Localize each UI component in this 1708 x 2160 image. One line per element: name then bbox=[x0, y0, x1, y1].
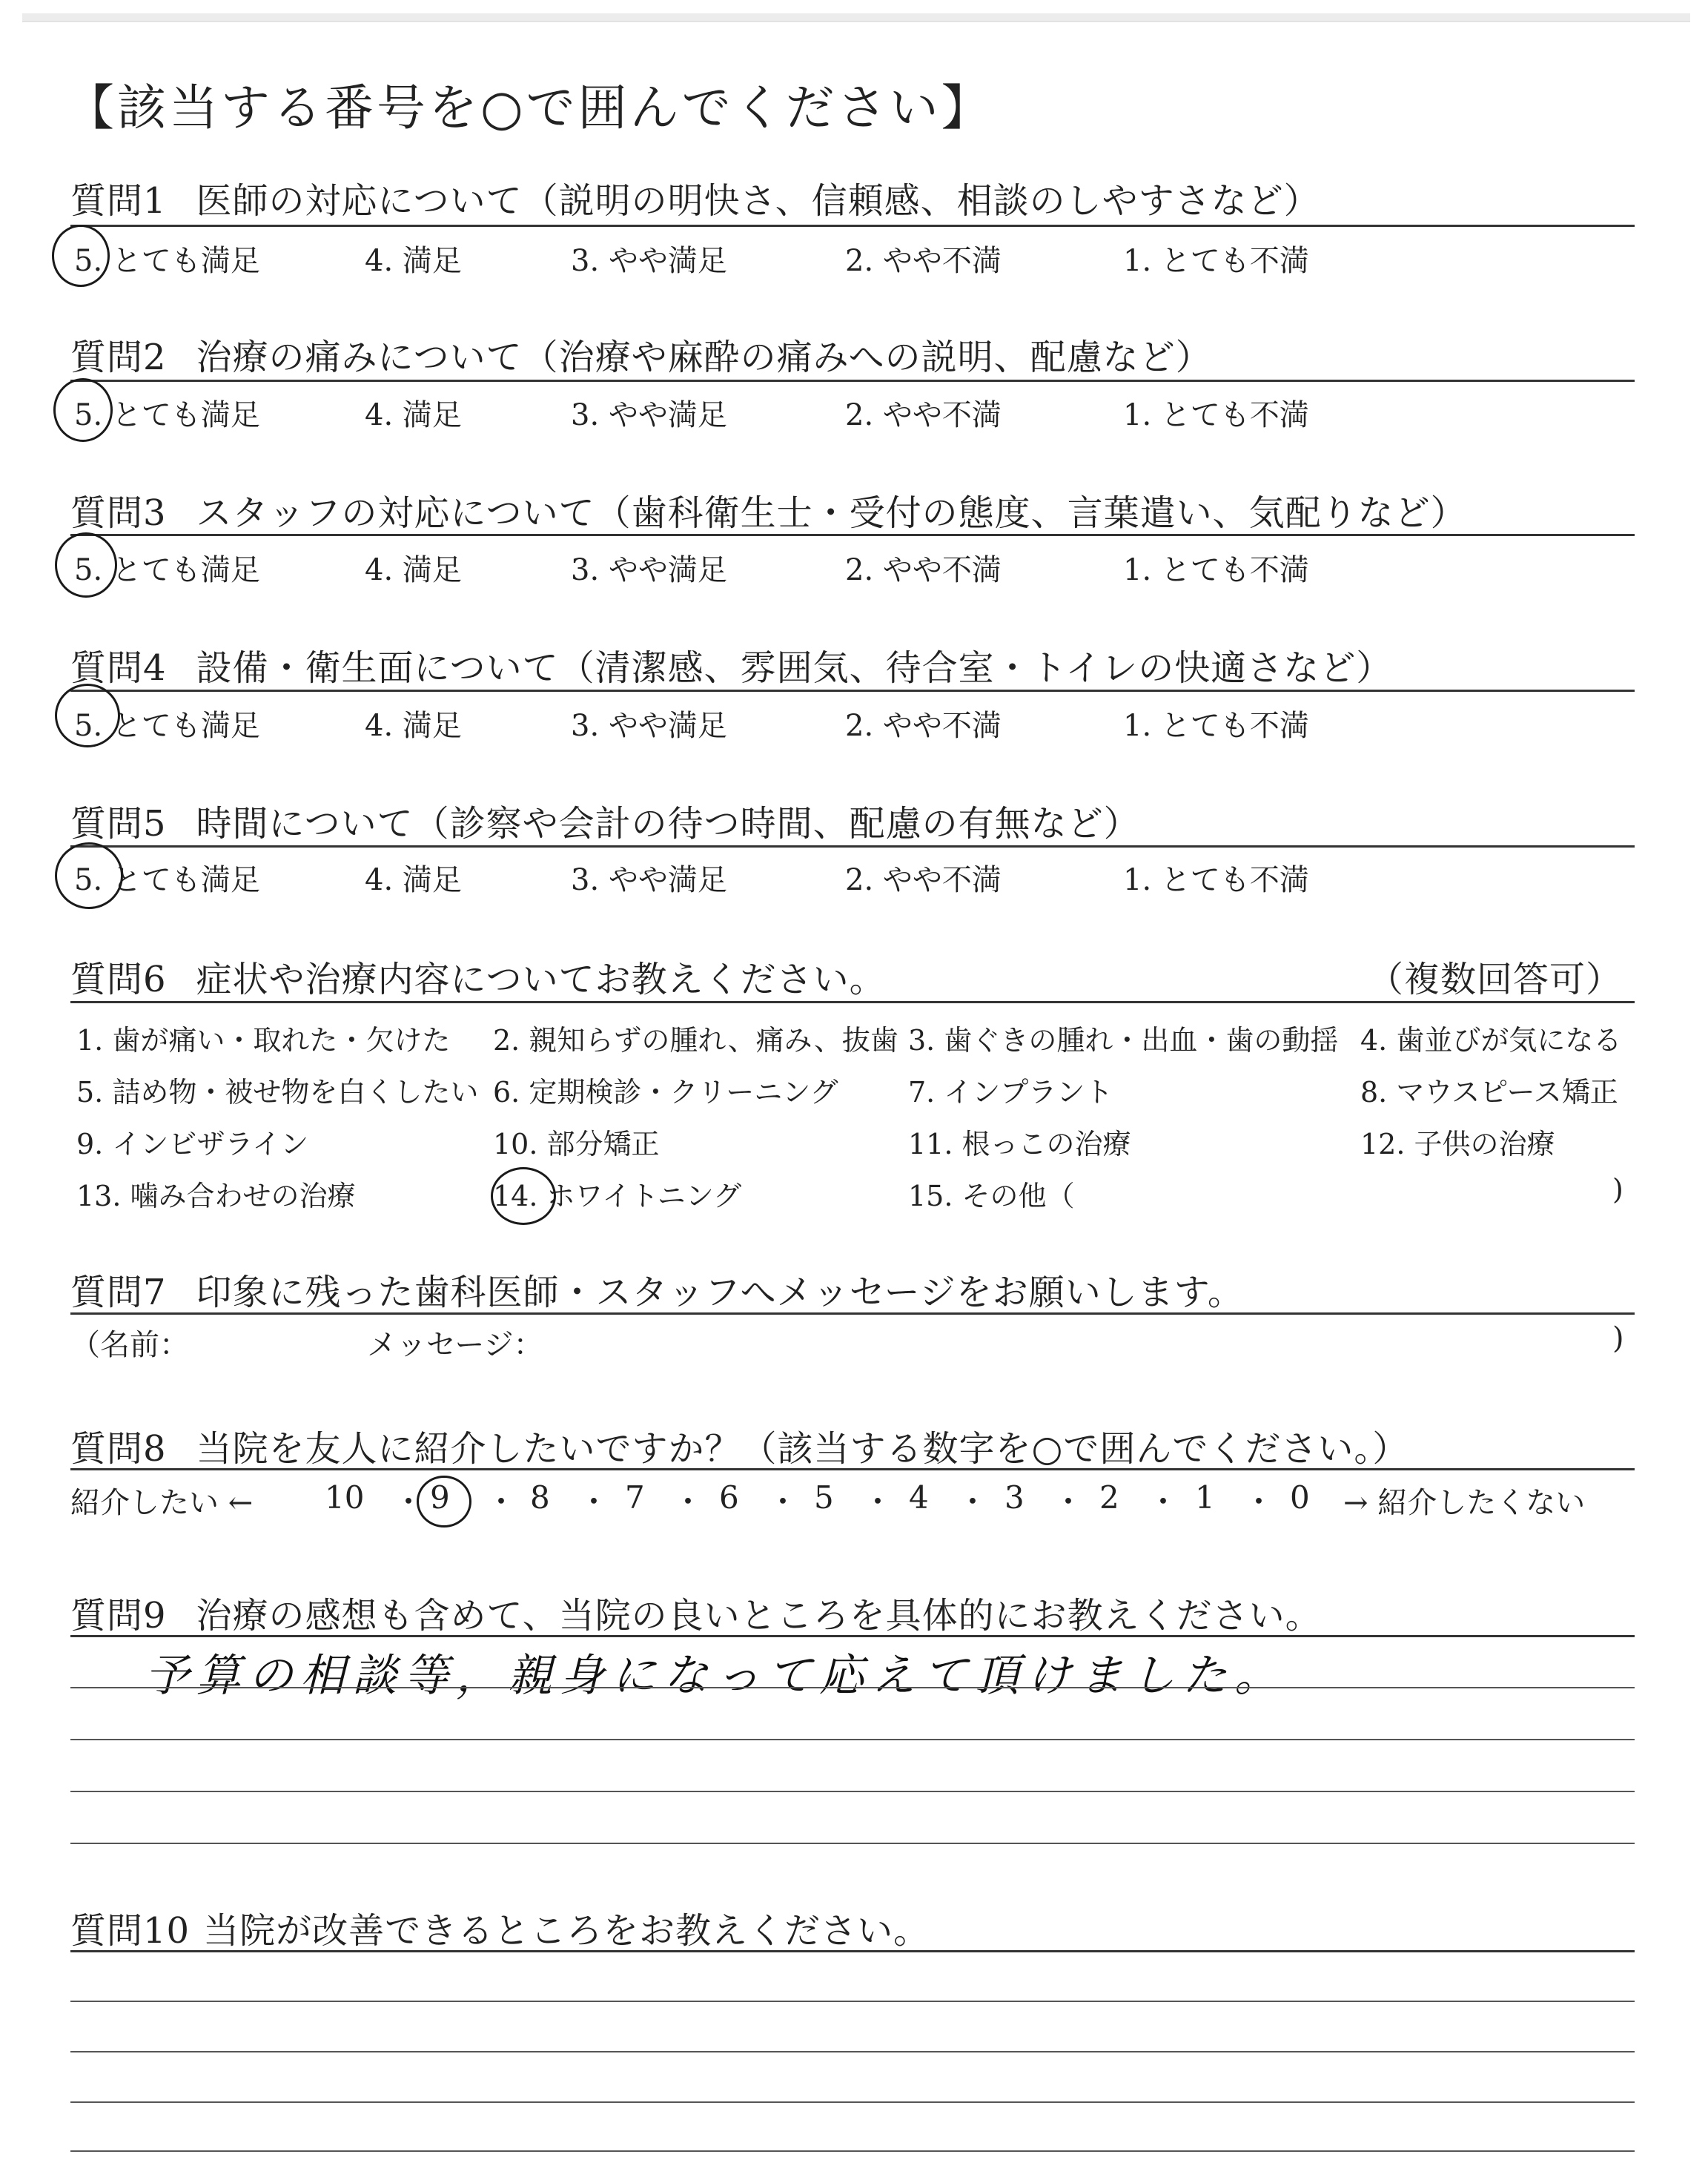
q1-selection-circle bbox=[52, 225, 110, 287]
q2-option-4[interactable]: 4. 満足 bbox=[365, 398, 462, 432]
q3-option-1[interactable]: 1. とても不満 bbox=[1123, 553, 1309, 587]
q4-option-4[interactable]: 4. 満足 bbox=[365, 709, 462, 743]
question-3-title: 質問3 スタッフの対応について（歯科衛生士・受付の態度、言葉遣い、気配りなど） bbox=[70, 492, 1467, 534]
scale-option-9[interactable]: 9 bbox=[430, 1479, 450, 1516]
recommend-left-label: 紹介したい ← bbox=[70, 1486, 254, 1520]
question-10-rule bbox=[70, 1950, 1635, 1952]
symptom-item-12[interactable]: 12. 子供の治療 bbox=[1360, 1128, 1555, 1160]
scale-separator-dot: ・ bbox=[1053, 1484, 1085, 1520]
answer-line bbox=[70, 1843, 1635, 1844]
symptom-other-close-paren: ) bbox=[1612, 1173, 1623, 1206]
answer-line bbox=[70, 1687, 1635, 1688]
q1-option-4[interactable]: 4. 満足 bbox=[365, 244, 462, 278]
q1-option-2[interactable]: 2. やや不満 bbox=[845, 244, 1002, 278]
scale-separator-dot: ・ bbox=[1243, 1484, 1275, 1520]
scale-option-5[interactable]: 5 bbox=[814, 1479, 834, 1516]
symptom-item-2[interactable]: 2. 親知らずの腫れ、痛み、抜歯 bbox=[493, 1024, 898, 1057]
q3-selection-circle bbox=[55, 532, 117, 598]
scale-separator-dot: ・ bbox=[862, 1484, 894, 1520]
q4-option-5[interactable]: 5. とても満足 bbox=[74, 709, 260, 743]
message-label: メッセージ： bbox=[367, 1328, 543, 1362]
scale-option-4[interactable]: 4 bbox=[909, 1479, 929, 1516]
q2-option-1[interactable]: 1. とても不満 bbox=[1123, 398, 1309, 432]
scale-option-0[interactable]: 0 bbox=[1290, 1479, 1310, 1516]
q5-option-1[interactable]: 1. とても不満 bbox=[1123, 863, 1309, 897]
name-label: （名前： bbox=[70, 1328, 189, 1362]
scan-top-edge bbox=[22, 13, 1690, 22]
scale-separator-dot: ・ bbox=[767, 1484, 799, 1520]
question-6-rule bbox=[70, 1001, 1635, 1003]
question-7-rule bbox=[70, 1312, 1635, 1315]
q1-option-1[interactable]: 1. とても不満 bbox=[1123, 244, 1309, 278]
q4-option-3[interactable]: 3. やや満足 bbox=[571, 709, 727, 743]
question-3-rule bbox=[70, 534, 1635, 536]
q3-option-3[interactable]: 3. やや満足 bbox=[571, 553, 727, 587]
scale-option-1[interactable]: 1 bbox=[1195, 1479, 1215, 1516]
question-5-rule bbox=[70, 845, 1635, 848]
q2-option-5[interactable]: 5. とても満足 bbox=[74, 398, 260, 432]
scale-separator-dot: ・ bbox=[486, 1484, 517, 1520]
question-1-title: 質問1 医師の対応について（説明の明快さ、信頼感、相談のしやすさなど） bbox=[70, 180, 1320, 222]
question-8-rule bbox=[70, 1468, 1635, 1470]
form-instruction: 【該当する番号を○で囲んでください】 bbox=[65, 79, 993, 136]
q3-option-4[interactable]: 4. 満足 bbox=[365, 553, 462, 587]
symptom-item-6[interactable]: 6. 定期検診・クリーニング bbox=[493, 1076, 838, 1109]
q2-option-3[interactable]: 3. やや満足 bbox=[571, 398, 727, 432]
q3-option-5[interactable]: 5. とても満足 bbox=[74, 553, 260, 587]
question-4-title: 質問4 設備・衛生面について（清潔感、雰囲気、待合室・トイレの快適さなど） bbox=[70, 647, 1393, 689]
symptom-item-15[interactable]: 15. その他（ bbox=[908, 1180, 1075, 1212]
q5-option-5[interactable]: 5. とても満足 bbox=[74, 863, 260, 897]
q5-option-3[interactable]: 3. やや満足 bbox=[571, 863, 727, 897]
question-7-title: 質問7 印象に残った歯科医師・スタッフへメッセージをお願いします。 bbox=[70, 1272, 1244, 1313]
scale-option-10[interactable]: 10 bbox=[325, 1479, 365, 1516]
question-2-title: 質問2 治療の痛みについて（治療や麻酔の痛みへの説明、配慮など） bbox=[70, 337, 1212, 378]
question-6-title: 質問6 症状や治療内容についてお教えください。 （複数回答可） bbox=[70, 951, 886, 1002]
question-2-rule bbox=[70, 380, 1635, 382]
scale-option-2[interactable]: 2 bbox=[1099, 1479, 1119, 1516]
symptom-item-14[interactable]: 14. ホワイトニング bbox=[493, 1180, 742, 1212]
multiple-answer-hint: （複数回答可） bbox=[1368, 959, 1623, 1000]
q3-option-2[interactable]: 2. やや不満 bbox=[845, 553, 1002, 587]
symptom-item-9[interactable]: 9. インビザライン bbox=[76, 1128, 309, 1160]
q4-selection-circle bbox=[55, 684, 120, 747]
symptom-item-3[interactable]: 3. 歯ぐきの腫れ・出血・歯の動揺 bbox=[908, 1024, 1339, 1057]
handwritten-answer: 予算の相談等，親身になって応えて頂けました。 bbox=[145, 1650, 1286, 1702]
answer-line bbox=[70, 2150, 1635, 2152]
symptom-item-7[interactable]: 7. インプラント bbox=[908, 1076, 1113, 1109]
question-10-title: 質問10 当院が改善できるところをお教えください。 bbox=[70, 1910, 930, 1952]
q4-option-2[interactable]: 2. やや不満 bbox=[845, 709, 1002, 743]
scale-option-6[interactable]: 6 bbox=[719, 1479, 739, 1516]
scale-separator-dot: ・ bbox=[1148, 1484, 1179, 1520]
symptom-item-13[interactable]: 13. 噛み合わせの治療 bbox=[76, 1180, 356, 1212]
question-1-rule bbox=[70, 225, 1635, 227]
scale-separator-dot: ・ bbox=[393, 1484, 425, 1520]
answer-line bbox=[70, 1739, 1635, 1740]
scale-option-3[interactable]: 3 bbox=[1004, 1479, 1025, 1516]
scale-separator-dot: ・ bbox=[578, 1484, 610, 1520]
question-9-rule bbox=[70, 1635, 1635, 1637]
answer-line bbox=[70, 2051, 1635, 2052]
scale-option-8[interactable]: 8 bbox=[530, 1479, 550, 1516]
scale-separator-dot: ・ bbox=[672, 1484, 704, 1520]
q5-option-2[interactable]: 2. やや不満 bbox=[845, 863, 1002, 897]
q2-selection-circle bbox=[53, 378, 113, 442]
message-close-paren: ) bbox=[1612, 1321, 1624, 1355]
q1-option-3[interactable]: 3. やや満足 bbox=[571, 244, 727, 278]
answer-line bbox=[70, 2101, 1635, 2103]
question-9-title: 質問9 治療の感想も含めて、当院の良いところを具体的にお教えください。 bbox=[70, 1595, 1322, 1636]
symptom-item-1[interactable]: 1. 歯が痛い・取れた・欠けた bbox=[76, 1024, 451, 1057]
q5-option-4[interactable]: 4. 満足 bbox=[365, 863, 462, 897]
recommend-right-label: → 紹介したくない bbox=[1343, 1486, 1586, 1520]
symptom-item-4[interactable]: 4. 歯並びが気になる bbox=[1360, 1024, 1622, 1057]
q6-selection-circle bbox=[491, 1167, 556, 1225]
symptom-item-5[interactable]: 5. 詰め物・被せ物を白くしたい bbox=[76, 1076, 479, 1109]
symptom-item-8[interactable]: 8. マウスピース矯正 bbox=[1360, 1076, 1618, 1109]
answer-line bbox=[70, 1791, 1635, 1792]
q8-selection-circle bbox=[417, 1476, 471, 1527]
symptom-item-11[interactable]: 11. 根っこの治療 bbox=[908, 1128, 1131, 1160]
question-8-title: 質問8 当院を友人に紹介したいですか？（該当する数字を○で囲んでください。） bbox=[70, 1428, 1409, 1470]
question-4-rule bbox=[70, 690, 1635, 692]
scale-option-7[interactable]: 7 bbox=[625, 1479, 645, 1516]
q4-option-1[interactable]: 1. とても不満 bbox=[1123, 709, 1309, 743]
answer-line bbox=[70, 2001, 1635, 2002]
q5-selection-circle bbox=[55, 842, 123, 909]
q2-option-2[interactable]: 2. やや不満 bbox=[845, 398, 1002, 432]
symptom-item-10[interactable]: 10. 部分矯正 bbox=[493, 1128, 660, 1160]
q1-option-5[interactable]: 5. とても満足 bbox=[74, 244, 260, 278]
question-5-title: 質問5 時間について（診察や会計の待つ時間、配慮の有無など） bbox=[70, 803, 1140, 845]
scale-separator-dot: ・ bbox=[957, 1484, 989, 1520]
